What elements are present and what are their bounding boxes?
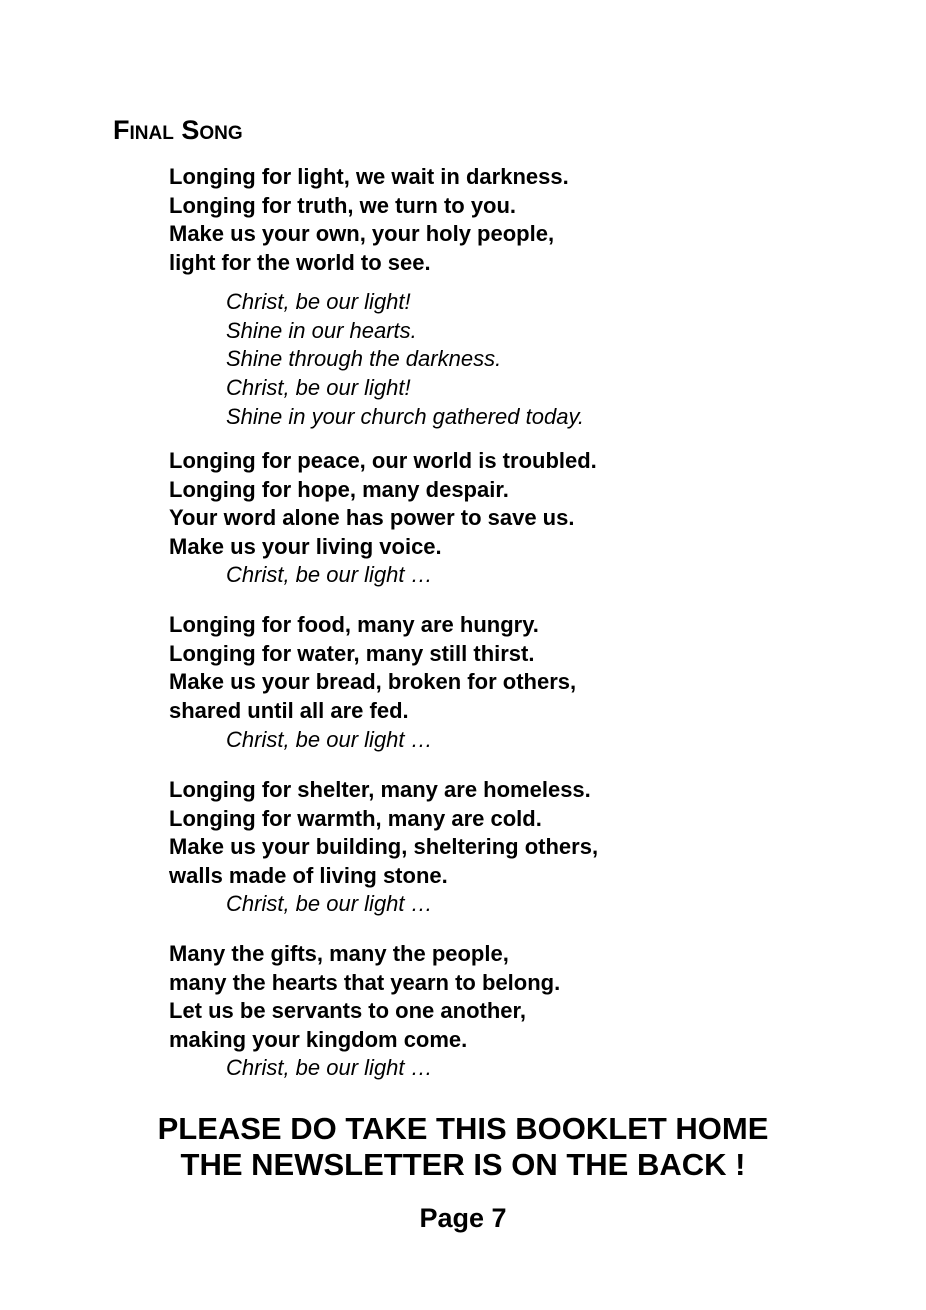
verse-line: Longing for truth, we turn to you. [169,192,517,218]
verse-line: light for the world to see. [169,250,431,276]
verse-line: Longing for light, we wait in darkness. [169,164,569,189]
refrain-reference: Christ, be our light … [226,891,433,916]
verse-4 [169,776,598,891]
verse-2 [169,447,597,562]
verse-line: Longing for food, many are hungry. [169,612,539,637]
verse-line: Longing for peace, our world is troubled. [169,448,597,473]
notice-line-2: THE NEWSLETTER IS ON THE BACK ! [180,1147,746,1182]
refrain-reference: Christ, be our light … [226,727,433,752]
verse-line: Longing for hope, many despair. [169,476,509,502]
verse-5 [169,940,560,1055]
refrain-line: Christ, be our light! [226,289,411,314]
page-number: Page 7 [419,1203,507,1233]
verse-line: Longing for shelter, many are homeless. [169,777,591,802]
verse-line: Make us your living voice. [169,534,442,560]
verse-line: making your kingdom come. [169,1027,468,1053]
refrain-reference: Christ, be our light … [226,562,433,587]
verse-line: Longing for warmth, many are cold. [169,805,542,831]
refrain-line: Shine in our hearts. [226,317,417,343]
notice-line-1: PLEASE DO TAKE THIS BOOKLET HOME [157,1111,769,1146]
verse-line: Many the gifts, many the people, [169,941,509,966]
verse-1 [169,163,569,278]
verse-line: Make us your own, your holy people, [169,221,555,247]
refrain-line: Shine in your church gathered today. [226,403,584,429]
verse-line: Make us your bread, broken for others, [169,669,577,695]
verse-line: walls made of living stone. [169,863,448,889]
verse-line: Make us your building, sheltering others, [169,834,599,860]
refrain-reference: Christ, be our light … [226,1055,433,1080]
refrain-line: Shine through the darkness. [226,346,502,372]
refrain [226,288,584,432]
verse-line: many the hearts that yearn to belong. [169,969,561,995]
verse-line: shared until all are fed. [169,698,409,724]
verse-line: Let us be servants to one another, [169,998,526,1024]
verse-line: Your word alone has power to save us. [169,505,575,531]
verse-3 [169,611,576,726]
section-title: Final Song [113,115,243,145]
refrain-line: Christ, be our light! [226,375,411,401]
verse-line: Longing for water, many still thirst. [169,640,535,666]
